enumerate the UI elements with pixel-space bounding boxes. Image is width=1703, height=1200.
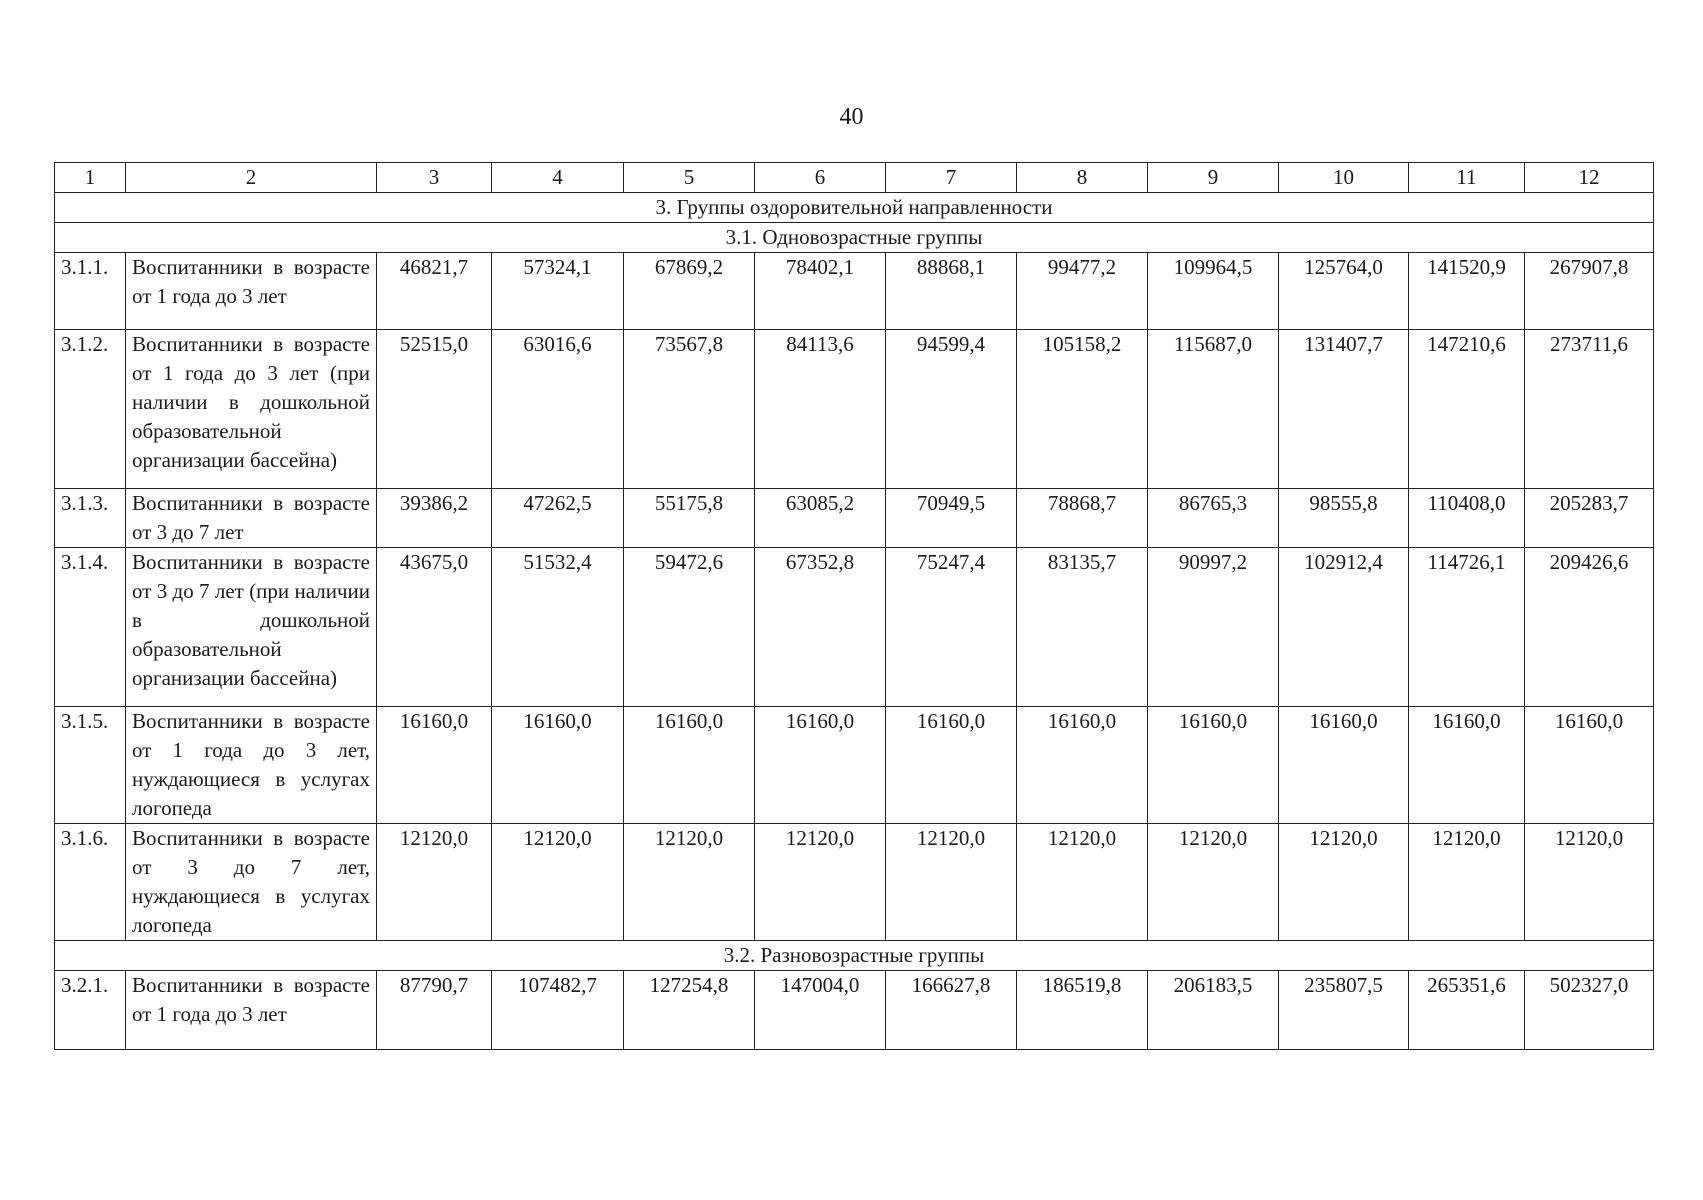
value-cell: 273711,6 <box>1525 330 1654 489</box>
table-row <box>55 548 1654 707</box>
subsection-title-row <box>55 941 1654 971</box>
value-cell: 115687,0 <box>1148 330 1279 489</box>
value-cell: 16160,0 <box>1148 707 1279 824</box>
value-cell: 12120,0 <box>755 824 886 941</box>
table-row <box>55 707 1654 824</box>
value-cell: 110408,0 <box>1409 489 1525 548</box>
subsection-title-row <box>55 223 1654 253</box>
value-cell: 105158,2 <box>1017 330 1148 489</box>
row-code: 3.1.2. <box>55 330 126 489</box>
column-number-7: 7 <box>886 163 1017 193</box>
value-cell: 46821,7 <box>377 253 492 330</box>
column-number-12: 12 <box>1525 163 1654 193</box>
row-code: 3.1.5. <box>55 707 126 824</box>
tariff-table <box>54 162 1654 1050</box>
value-cell: 166627,8 <box>886 971 1017 1050</box>
value-cell: 75247,4 <box>886 548 1017 707</box>
row-code: 3.2.1. <box>55 971 126 1050</box>
subsection-title: 3.2. Разновозрастные группы <box>55 941 1654 971</box>
value-cell: 12120,0 <box>624 824 755 941</box>
column-number-4: 4 <box>492 163 624 193</box>
value-cell: 147004,0 <box>755 971 886 1050</box>
value-cell: 209426,6 <box>1525 548 1654 707</box>
table-row <box>55 489 1654 548</box>
value-cell: 16160,0 <box>624 707 755 824</box>
value-cell: 84113,6 <box>755 330 886 489</box>
value-cell: 206183,5 <box>1148 971 1279 1050</box>
value-cell: 63016,6 <box>492 330 624 489</box>
row-description: Воспитанники в возрасте от 3 до 7 лет <box>126 489 377 548</box>
value-cell: 78868,7 <box>1017 489 1148 548</box>
row-description: Воспитанники в возрасте от 3 до 7 лет (при наличии в дошкольной образовательной организации бассейна) <box>126 548 377 707</box>
value-cell: 47262,5 <box>492 489 624 548</box>
section-title-row <box>55 193 1654 223</box>
value-cell: 205283,7 <box>1525 489 1654 548</box>
value-cell: 12120,0 <box>1409 824 1525 941</box>
value-cell: 51532,4 <box>492 548 624 707</box>
value-cell: 12120,0 <box>1017 824 1148 941</box>
column-number-row <box>55 163 1654 193</box>
table-row <box>55 330 1654 489</box>
value-cell: 99477,2 <box>1017 253 1148 330</box>
value-cell: 43675,0 <box>377 548 492 707</box>
value-cell: 12120,0 <box>377 824 492 941</box>
value-cell: 94599,4 <box>886 330 1017 489</box>
value-cell: 12120,0 <box>1279 824 1409 941</box>
column-number-10: 10 <box>1279 163 1409 193</box>
column-number-8: 8 <box>1017 163 1148 193</box>
subsection-title: 3.1. Одновозрастные группы <box>55 223 1654 253</box>
value-cell: 87790,7 <box>377 971 492 1050</box>
column-number-1: 1 <box>55 163 126 193</box>
value-cell: 16160,0 <box>377 707 492 824</box>
value-cell: 16160,0 <box>886 707 1017 824</box>
row-description: Воспитанники в возрасте от 1 года до 3 лет (при наличии в дошкольной образовательной организации бассейна) <box>126 330 377 489</box>
value-cell: 186519,8 <box>1017 971 1148 1050</box>
value-cell: 12120,0 <box>492 824 624 941</box>
row-code: 3.1.3. <box>55 489 126 548</box>
table-row <box>55 824 1654 941</box>
value-cell: 55175,8 <box>624 489 755 548</box>
value-cell: 57324,1 <box>492 253 624 330</box>
value-cell: 78402,1 <box>755 253 886 330</box>
page-number: 40 <box>839 104 864 130</box>
row-code: 3.1.6. <box>55 824 126 941</box>
value-cell: 16160,0 <box>1017 707 1148 824</box>
table-row <box>55 253 1654 330</box>
value-cell: 16160,0 <box>492 707 624 824</box>
value-cell: 63085,2 <box>755 489 886 548</box>
value-cell: 265351,6 <box>1409 971 1525 1050</box>
value-cell: 16160,0 <box>1409 707 1525 824</box>
value-cell: 102912,4 <box>1279 548 1409 707</box>
value-cell: 16160,0 <box>755 707 886 824</box>
value-cell: 125764,0 <box>1279 253 1409 330</box>
value-cell: 127254,8 <box>624 971 755 1050</box>
value-cell: 59472,6 <box>624 548 755 707</box>
value-cell: 235807,5 <box>1279 971 1409 1050</box>
value-cell: 141520,9 <box>1409 253 1525 330</box>
row-description: Воспитанники в возрасте от 3 до 7 лет, нуждающиеся в услугах логопеда <box>126 824 377 941</box>
value-cell: 16160,0 <box>1279 707 1409 824</box>
value-cell: 131407,7 <box>1279 330 1409 489</box>
value-cell: 147210,6 <box>1409 330 1525 489</box>
table-body <box>55 193 1654 1050</box>
column-number-9: 9 <box>1148 163 1279 193</box>
value-cell: 502327,0 <box>1525 971 1654 1050</box>
value-cell: 83135,7 <box>1017 548 1148 707</box>
value-cell: 70949,5 <box>886 489 1017 548</box>
row-description: Воспитанники в возрасте от 1 года до 3 лет, нуждающиеся в услугах логопеда <box>126 707 377 824</box>
value-cell: 267907,8 <box>1525 253 1654 330</box>
value-cell: 107482,7 <box>492 971 624 1050</box>
value-cell: 67352,8 <box>755 548 886 707</box>
column-number-2: 2 <box>126 163 377 193</box>
value-cell: 52515,0 <box>377 330 492 489</box>
value-cell: 86765,3 <box>1148 489 1279 548</box>
value-cell: 88868,1 <box>886 253 1017 330</box>
value-cell: 90997,2 <box>1148 548 1279 707</box>
value-cell: 12120,0 <box>1148 824 1279 941</box>
column-number-11: 11 <box>1409 163 1525 193</box>
value-cell: 109964,5 <box>1148 253 1279 330</box>
value-cell: 73567,8 <box>624 330 755 489</box>
row-code: 3.1.4. <box>55 548 126 707</box>
value-cell: 12120,0 <box>1525 824 1654 941</box>
column-number-6: 6 <box>755 163 886 193</box>
value-cell: 16160,0 <box>1525 707 1654 824</box>
value-cell: 67869,2 <box>624 253 755 330</box>
section-title: 3. Группы оздоровительной направленности <box>55 193 1654 223</box>
table-row <box>55 971 1654 1050</box>
row-description: Воспитанники в возрасте от 1 года до 3 лет <box>126 971 377 1050</box>
value-cell: 98555,8 <box>1279 489 1409 548</box>
value-cell: 39386,2 <box>377 489 492 548</box>
row-code: 3.1.1. <box>55 253 126 330</box>
row-description: Воспитанники в возрасте от 1 года до 3 лет <box>126 253 377 330</box>
column-number-5: 5 <box>624 163 755 193</box>
value-cell: 114726,1 <box>1409 548 1525 707</box>
value-cell: 12120,0 <box>886 824 1017 941</box>
column-number-3: 3 <box>377 163 492 193</box>
